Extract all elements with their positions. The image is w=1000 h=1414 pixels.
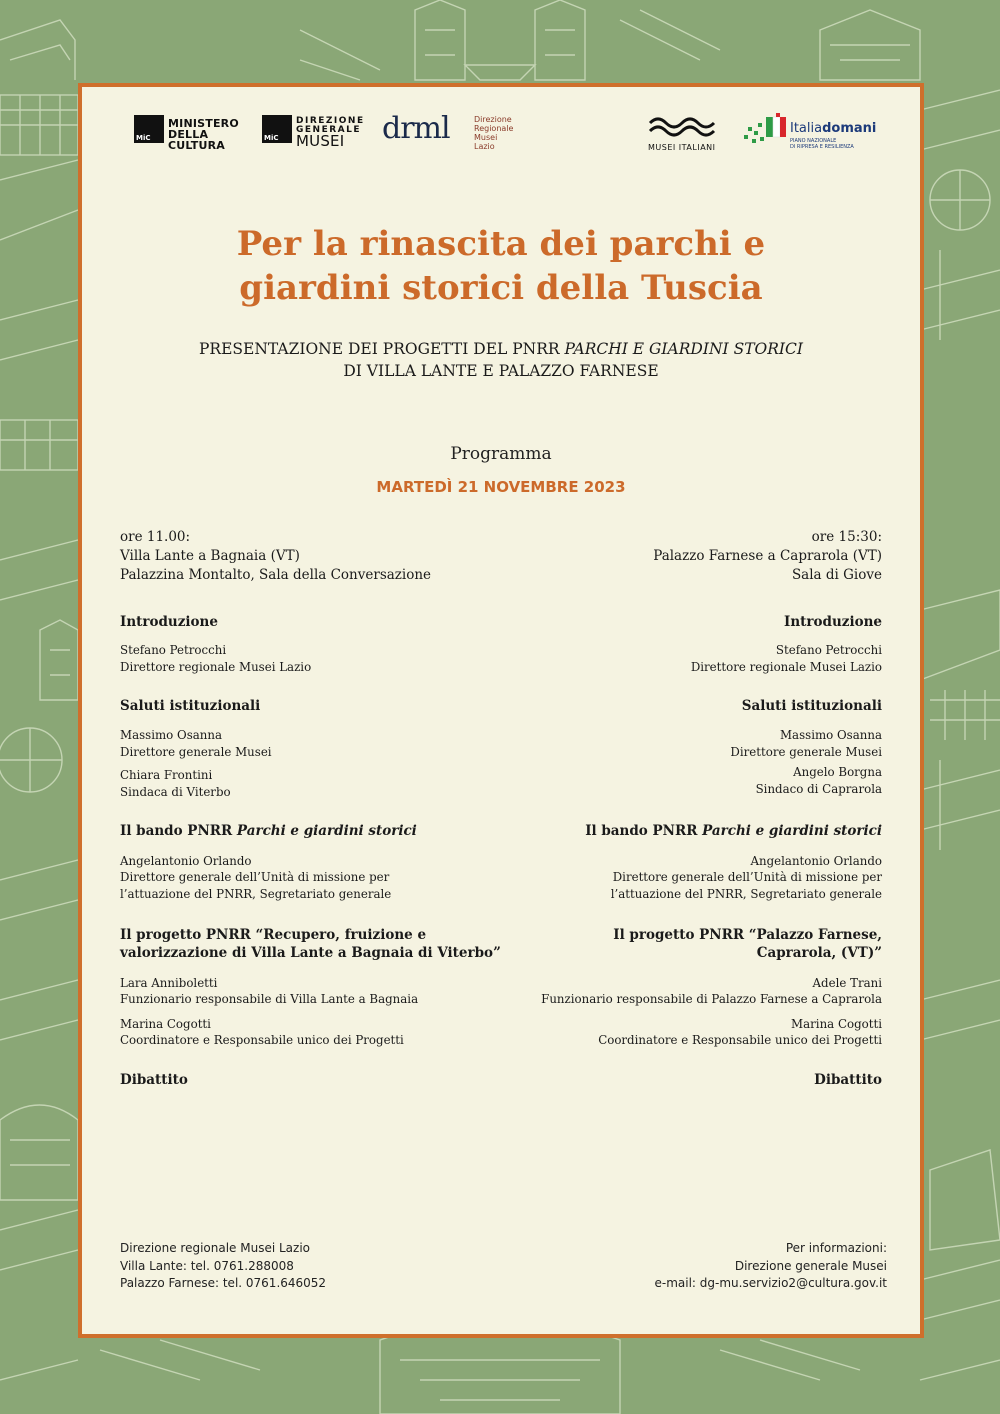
speaker-role: Direttore generale dell’Unità di missione per: [612, 870, 882, 884]
section-heading: Il progetto PNRR “Palazzo Farnese,: [613, 927, 882, 943]
speaker-role: Direttore generale Musei: [120, 745, 272, 759]
speaker-name: Marina Cogotti: [120, 1017, 211, 1031]
section-heading: Il progetto PNRR “Recupero, fruizione e: [120, 927, 427, 943]
speaker-name: Chiara Frontini: [120, 768, 213, 782]
logo-line: Musei: [474, 133, 498, 142]
mic-mark-icon: MiC: [134, 115, 164, 143]
session-room: Sala di Giove: [791, 567, 882, 583]
event-date: MARTEDÌ 21 NOVEMBRE 2023: [376, 478, 626, 496]
speaker-role: Direttore generale dell’Unità di missione per: [120, 870, 390, 884]
speaker-name: Adele Trani: [812, 976, 882, 990]
speaker-name: Angelo Borgna: [793, 765, 882, 779]
logo-line: GENERALE: [296, 125, 361, 135]
footer-line: Direzione generale Musei: [734, 1258, 887, 1273]
section-heading: Introduzione: [784, 614, 882, 630]
subtitle-line: PRESENTAZIONE DEI PROGETTI DEL PNRR PARCHI E GIARDINI STORICI: [198, 340, 804, 358]
logo-line: DELLA: [168, 128, 209, 141]
italiadomani-word-b: domani: [822, 121, 877, 136]
title-line: giardini storici della Tuscia: [239, 268, 763, 308]
logo-line: PIANO NAZIONALE: [790, 138, 837, 144]
speaker-role: Sindaca di Viterbo: [120, 785, 231, 799]
speaker-name: Angelantonio Orlando: [120, 854, 252, 868]
logo-line: DIREZIONE: [296, 116, 365, 126]
italiadomani-word-a: Italia: [790, 121, 823, 136]
section-heading: Dibattito: [120, 1072, 188, 1088]
footer-line: Direzione regionale Musei Lazio: [120, 1241, 310, 1255]
section-heading: Saluti istituzionali: [741, 698, 882, 714]
speaker-role: Direttore regionale Musei Lazio: [690, 660, 882, 674]
footer-email[interactable]: e-mail: dg-mu.servizio2@cultura.gov.it: [654, 1276, 887, 1290]
speaker-role: Coordinatore e Responsabile unico dei Progetti: [120, 1033, 404, 1047]
section-heading: Il bando PNRR Parchi e giardini storici: [120, 823, 417, 839]
session-room: Palazzina Montalto, Sala della Conversazione: [120, 567, 432, 583]
speaker-name: Massimo Osanna: [120, 728, 223, 742]
speaker-role: l’attuazione del PNRR, Segretariato generale: [120, 887, 392, 901]
speaker-role: Sindaco di Caprarola: [755, 782, 882, 796]
speaker-name: Angelantonio Orlando: [750, 854, 882, 868]
italiadomani-mark-icon: [742, 113, 786, 147]
speaker-role: Funzionario responsabile di Villa Lante a Bagnaia: [120, 992, 419, 1006]
section-heading: Saluti istituzionali: [120, 698, 261, 714]
subtitle-line: DI VILLA LANTE E PALAZZO FARNESE: [343, 362, 659, 380]
session-place: Palazzo Farnese a Caprarola (VT): [653, 548, 882, 564]
title-line: Per la rinascita dei parchi e: [236, 224, 766, 264]
footer-line: Villa Lante: tel. 0761.288008: [120, 1258, 294, 1273]
speaker-role: Direttore regionale Musei Lazio: [120, 660, 312, 674]
musei-italiani-label: MUSEI ITALIANI: [648, 143, 716, 152]
speaker-role: Direttore generale Musei: [730, 745, 882, 759]
session-time: ore 11.00:: [120, 529, 191, 545]
section-heading: valorizzazione di Villa Lante a Bagnaia di Viterbo”: [120, 945, 501, 961]
speaker-name: Lara Anniboletti: [120, 976, 218, 990]
footer-line: Per informazioni:: [785, 1241, 887, 1255]
footer-contacts-right: [655, 1240, 888, 1293]
logo-line: MINISTERO: [168, 117, 239, 130]
speaker-name: Massimo Osanna: [779, 728, 882, 742]
section-heading: Caprarola, (VT)”: [756, 945, 882, 961]
program-panel: [78, 83, 924, 1338]
speaker-name: Stefano Petrocchi: [775, 643, 882, 657]
speaker-role: Funzionario responsabile di Palazzo Farnese a Caprarola: [541, 992, 882, 1006]
speaker-name: Marina Cogotti: [791, 1017, 882, 1031]
logo-line: Lazio: [474, 142, 495, 151]
logo-line: Direzione: [474, 115, 512, 124]
section-heading: Dibattito: [814, 1072, 882, 1088]
section-heading: Introduzione: [120, 614, 218, 630]
footer-line: Palazzo Farnese: tel. 0761.646052: [120, 1276, 327, 1290]
logo-line: MUSEI: [296, 132, 345, 150]
logo-line: CULTURA: [168, 139, 226, 152]
page-title: [82, 222, 920, 310]
programma-heading: Programma: [450, 444, 552, 464]
section-heading: Il bando PNRR Parchi e giardini storici: [585, 823, 882, 839]
mic-mark-icon: MiC: [262, 115, 292, 143]
session-place: Villa Lante a Bagnaia (VT): [120, 548, 300, 564]
logo-line: Regionale: [474, 124, 514, 133]
speaker-name: Stefano Petrocchi: [120, 643, 227, 657]
drml-wordmark: drml: [382, 111, 450, 146]
subtitle-italic: PARCHI E GIARDINI STORICI: [564, 340, 804, 358]
subtitle: [82, 338, 920, 382]
logo-line: DI RIPRESA E RESILIENZA: [790, 144, 854, 150]
speaker-role: Coordinatore e Responsabile unico dei Progetti: [598, 1033, 882, 1047]
musei-italiani-waves-icon: [648, 115, 716, 139]
session-time: ore 15:30:: [811, 529, 882, 545]
speaker-role: l’attuazione del PNRR, Segretariato generale: [610, 887, 882, 901]
footer-contacts-left: [120, 1240, 326, 1293]
